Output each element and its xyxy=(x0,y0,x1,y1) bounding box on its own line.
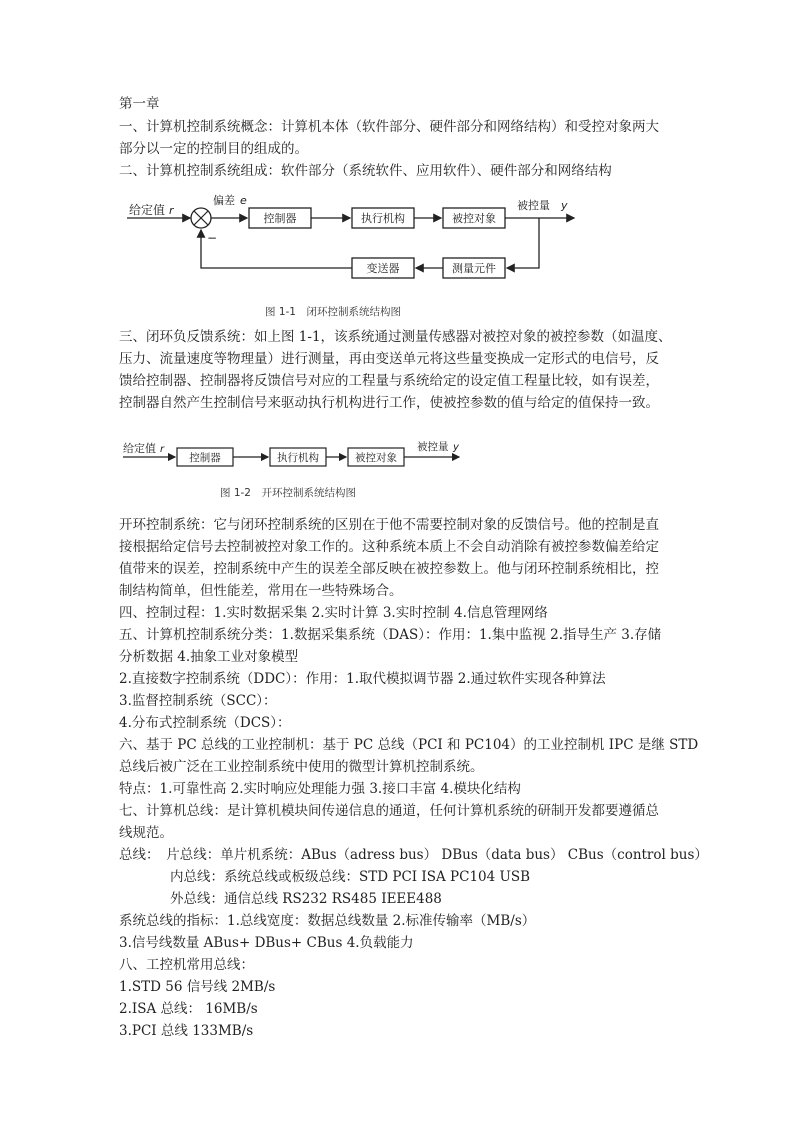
transmitter-label: 变送器 xyxy=(366,262,400,275)
figure-1-2-open-loop xyxy=(119,434,479,474)
section-3-line-4: 控制器自然产生控制信号来驱动执行机构进行工作，使被控参数的值与给定的值保持一致。 xyxy=(119,395,659,411)
section-7-line-7: 3.信号线数量 ABus+ DBus+ CBus 4.负载能力 xyxy=(119,935,414,951)
open-loop-line-3: 值带来的误差，控制系统中产生的误差全部反映在被控参数上。他与闭环控制系统相比，控 xyxy=(119,561,659,577)
section-7-line-2: 线规范。 xyxy=(119,825,173,841)
section-7-line-5: 外总线：通信总线 RS232 RS485 IEEE488 xyxy=(170,891,442,907)
section-8-line-1: 1.STD 56 信号线 2MB/s xyxy=(119,979,276,995)
closed-loop-diagram xyxy=(119,188,599,298)
fig2-plant-label: 被控对象 xyxy=(355,452,397,464)
fig1-output-symbol: y xyxy=(561,199,568,212)
sensor-label: 测量元件 xyxy=(452,262,496,275)
section-6-line-1: 六、基于 PC 总线的工业控制机：基于 PC 总线（PCI 和 PC104）的工业控制机 IPC 是继 STD xyxy=(119,737,699,753)
section-7-line-4: 内总线：系统总线或板级总线：STD PCI ISA PC104 USB xyxy=(170,869,531,885)
fig2-output-symbol: y xyxy=(453,442,459,453)
section-3-line-2: 压力、流量速度等物理量）进行测量，再由变送单元将这些量变换成一定形式的电信号，反 xyxy=(119,351,659,367)
fig1-minus-sign: − xyxy=(207,231,218,245)
section-7-line-6: 系统总线的指标：1.总线宽度：数据总线数量 2.标准传输率（MB/s） xyxy=(119,913,536,929)
actuator-label: 执行机构 xyxy=(361,212,405,225)
fig1-error-label: 偏差 xyxy=(213,194,235,207)
section-8-title: 八、工控机常用总线： xyxy=(119,957,254,973)
section-1-line-2: 部分以一定的控制目的组成的。 xyxy=(119,141,308,157)
open-loop-line-2: 接根据给定信号去控制被控对象工作的。这种系统本质上不会自动消除有被控参数偏差给定 xyxy=(119,539,659,555)
chapter-title: 第一章 xyxy=(119,96,160,112)
fig2-actuator-label: 执行机构 xyxy=(277,452,319,464)
section-6-line-3: 特点：1.可靠性高 2.实时响应处理能力强 3.接口丰富 4.模块化结构 xyxy=(119,781,521,797)
section-5-line-5: 4.分布式控制系统（DCS）： xyxy=(119,715,291,731)
section-7-line-3: 总线： 片总线：单片机系统：ABus（adress bus） DBus（data bus） CBus（control bus） xyxy=(119,847,708,863)
section-7-line-1: 七、计算机总线：是计算机模块间传递信息的通道，任何计算机系统的研制开发都要遵循总 xyxy=(119,803,659,819)
open-loop-line-1: 开环控制系统：它与闭环控制系统的区别在于他不需要控制对象的反馈信号。他的控制是直 xyxy=(119,517,659,533)
figure-1-1-closed-loop xyxy=(119,188,599,298)
open-loop-line-4: 制结构简单，但性能差，常用在一些特殊场合。 xyxy=(119,583,403,599)
section-5-line-4: 3.监督控制系统（SCC）： xyxy=(119,693,277,709)
open-loop-diagram xyxy=(119,434,479,474)
fig1-input-label: 给定值 xyxy=(129,203,166,217)
section-1-line-1: 一、计算机控制系统概念：计算机本体（软件部分、硬件部分和网络结构）和受控对象两大 xyxy=(119,119,659,135)
plant-label: 被控对象 xyxy=(452,212,496,225)
fig1-feedback-line-3 xyxy=(201,230,352,268)
fig2-input-symbol: r xyxy=(160,444,165,455)
section-5-line-2: 分析数据 4.抽象工业对象模型 xyxy=(119,649,299,665)
summing-junction xyxy=(191,208,211,228)
section-5-line-3: 2.直接数字控制系统（DDC）：作用：1.取代模拟调节器 2.通过软件实现各种算法 xyxy=(119,671,606,687)
figure-1-1-caption: 图 1-1 闭环控制系统结构图 xyxy=(265,306,401,318)
controller-label: 控制器 xyxy=(263,212,297,225)
figure-1-2-caption: 图 1-2 开环控制系统结构图 xyxy=(220,487,356,499)
section-5-line-1: 五、计算机控制系统分类：1.数据采集系统（DAS）：作用：1.集中监视 2.指导生产 3.存储 xyxy=(119,627,662,643)
fig2-controller-label: 控制器 xyxy=(189,452,221,464)
section-6-line-2: 总线后被广泛在工业控制系统中使用的微型计算机控制系统。 xyxy=(119,759,484,775)
fig1-feedback-line-1 xyxy=(507,218,539,268)
section-3-line-1: 三、闭环负反馈系统：如上图 1-1，该系统通过测量传感器对被控对象的被控参数（如温度、 xyxy=(119,329,672,345)
section-8-line-2: 2.ISA 总线： 16MB/s xyxy=(119,1001,258,1017)
section-3-line-3: 馈给控制器、控制器将反馈信号对应的工程量与系统给定的设定值工程量比较，如有误差， xyxy=(119,373,659,389)
section-4-line: 四、控制过程：1.实时数据采集 2.实时计算 3.实时控制 4.信息管理网络 xyxy=(119,605,548,621)
section-8-line-3: 3.PCI 总线 133MB/s xyxy=(119,1023,254,1039)
fig1-input-symbol: r xyxy=(169,204,174,217)
fig1-output-label: 被控量 xyxy=(517,199,550,212)
fig1-error-symbol: e xyxy=(240,194,247,207)
fig2-input-label: 给定值 xyxy=(123,442,156,455)
section-2-line: 二、计算机控制系统组成：软件部分（系统软件、应用软件）、硬件部分和网络结构 xyxy=(119,163,612,179)
fig2-output-label: 被控量 xyxy=(417,441,449,453)
